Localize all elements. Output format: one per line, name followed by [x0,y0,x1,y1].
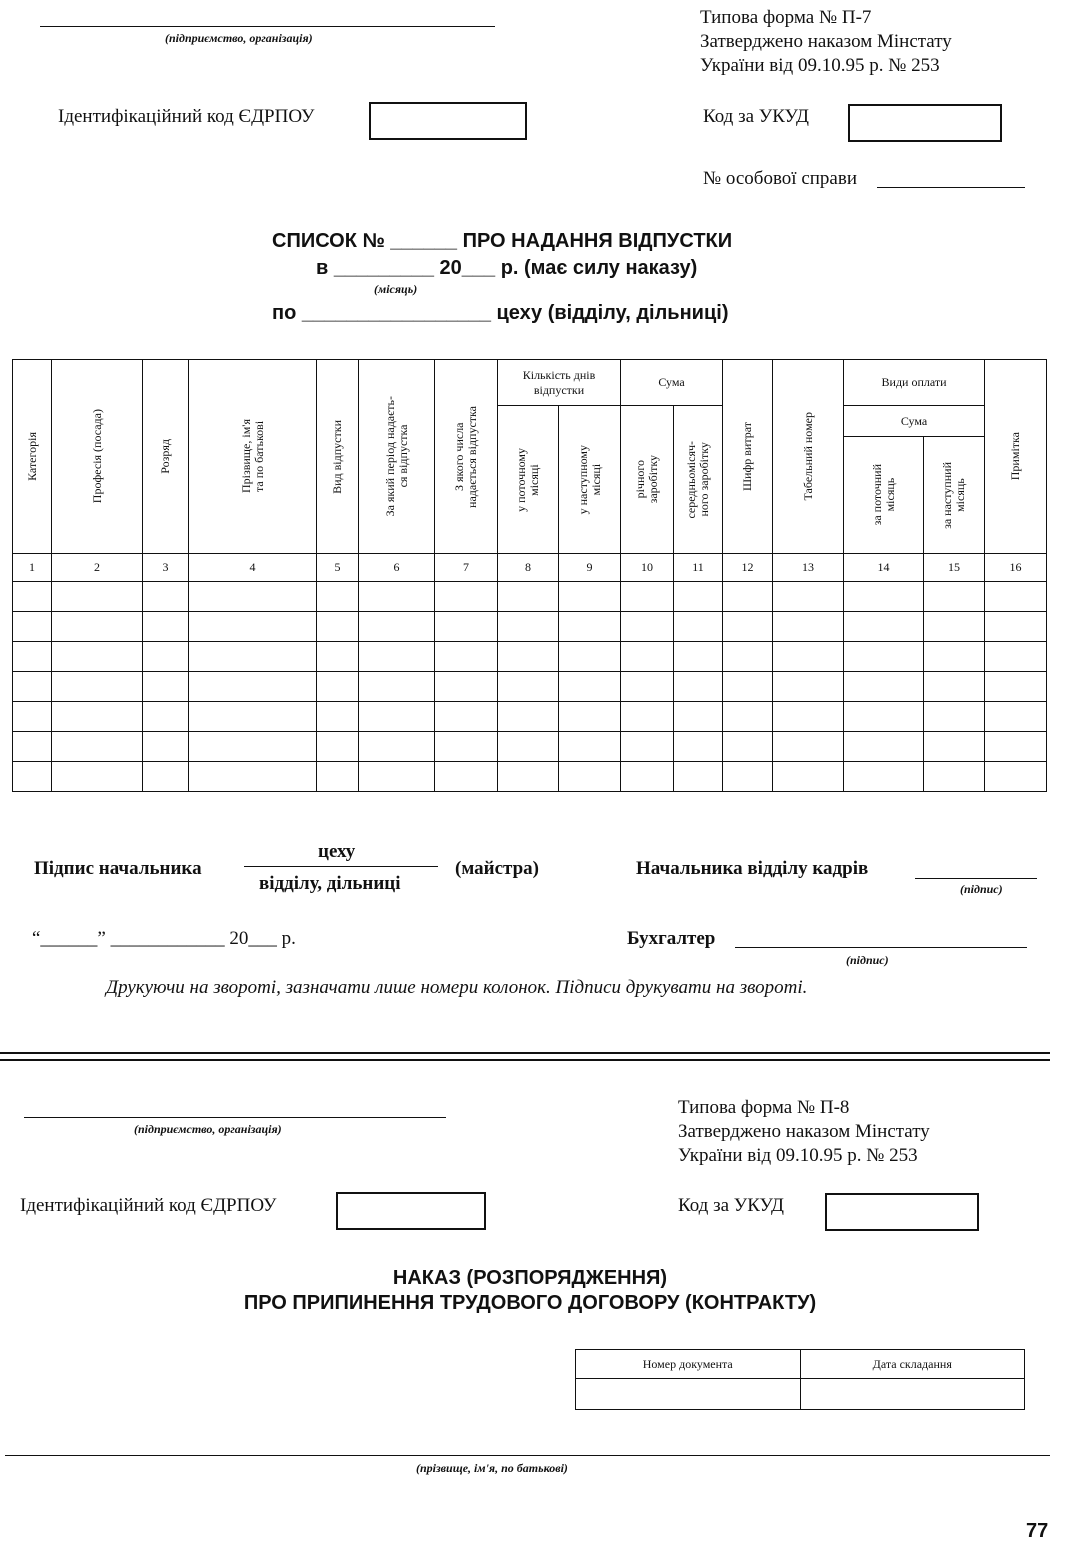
table-cell[interactable] [723,732,773,762]
table-cell[interactable] [773,612,844,642]
edrpou-field[interactable] [369,102,527,140]
date-line[interactable]: “______” ____________ 20___ р. [32,928,296,949]
table-row [13,642,1047,672]
table-cell[interactable] [359,612,435,642]
table-cell[interactable] [189,762,317,792]
header-pay-group: Види оплати [844,360,985,406]
separator-bottom [0,1059,1050,1061]
table-cell[interactable] [189,642,317,672]
table-cell[interactable] [924,702,985,732]
table-cell[interactable] [559,672,621,702]
col-num: 10 [621,554,674,582]
table-cell[interactable] [359,582,435,612]
form-type-block [700,6,952,78]
month-caption: (місяць) [374,282,418,296]
dept-label: відділу, дільниці [259,873,401,894]
table-cell[interactable] [189,672,317,702]
case-number-field[interactable] [877,187,1025,188]
table-cell[interactable] [143,582,189,612]
table-cell[interactable] [359,732,435,762]
table-cell[interactable] [924,612,985,642]
table-cell[interactable] [621,702,674,732]
doc-number-header: Номер документа [576,1350,801,1379]
table-row [13,672,1047,702]
head-signature-label: Підпис начальника [34,858,202,879]
separator-top [0,1052,1050,1054]
header-days-current: у поточному місяці [498,406,559,554]
header-period: За який період надаєть- ся відпустка [359,360,435,554]
org-caption-2: (підприємство, організація) [134,1122,282,1136]
table-cell[interactable] [317,582,359,612]
hr-signature-caption: (підпис) [960,882,1003,896]
table-cell[interactable] [435,762,498,792]
header-cost-code: Шифр витрат [723,360,773,554]
list-title: СПИСОК № ______ ПРО НАДАННЯ ВІДПУСТКИ [272,230,733,252]
col-num: 7 [435,554,498,582]
table-cell[interactable] [559,732,621,762]
edrpou-field-2[interactable] [336,1192,486,1230]
col-num: 11 [674,554,723,582]
col-num: 8 [498,554,559,582]
table-cell[interactable] [13,702,52,732]
table-cell[interactable] [317,642,359,672]
table-cell[interactable] [674,762,723,792]
header-full-name: Прізвище, ім'я та по батькові [189,360,317,554]
header-note: Примітка [985,360,1047,554]
header-days-next: у наступному місяці [559,406,621,554]
col-num: 15 [924,554,985,582]
hr-head-label: Начальника відділу кадрів [636,858,869,879]
table-row [13,612,1047,642]
table-cell[interactable] [674,582,723,612]
table-cell[interactable] [844,732,924,762]
master-label: (майстра) [455,858,539,879]
table-cell[interactable] [359,762,435,792]
col-num: 6 [359,554,435,582]
table-cell[interactable] [773,762,844,792]
col-num: 1 [13,554,52,582]
table-cell[interactable] [435,612,498,642]
table-cell[interactable] [435,642,498,672]
table-cell[interactable] [52,762,143,792]
header-sum-annual: річного заробітку [621,406,674,554]
approval-line: Затверджено наказом Мінстату [700,31,952,52]
doc-number-cell[interactable] [576,1379,801,1410]
table-cell[interactable] [498,612,559,642]
table-cell[interactable] [621,672,674,702]
col-num: 16 [985,554,1047,582]
table-cell[interactable] [52,672,143,702]
table-cell[interactable] [13,612,52,642]
table-cell[interactable] [621,762,674,792]
table-cell[interactable] [13,582,52,612]
table-cell[interactable] [13,642,52,672]
order-title: НАКАЗ (РОЗПОРЯДЖЕННЯ) [392,1267,668,1289]
org-caption: (підприємство, організація) [165,31,313,45]
table-cell[interactable] [674,612,723,642]
table-cell[interactable] [498,672,559,702]
table-cell[interactable] [559,582,621,612]
table-cell[interactable] [359,642,435,672]
approval-date-line-2: України від 09.10.95 р. № 253 [678,1145,918,1166]
table-cell[interactable] [985,672,1047,702]
table-cell[interactable] [559,642,621,672]
table-cell[interactable] [723,642,773,672]
table-cell[interactable] [621,582,674,612]
table-cell[interactable] [723,702,773,732]
form-type-block-2 [678,1096,930,1168]
table-cell[interactable] [985,732,1047,762]
table-cell[interactable] [359,672,435,702]
table-cell[interactable] [773,732,844,762]
table-cell[interactable] [435,702,498,732]
table-cell[interactable] [844,702,924,732]
header-start-date: З якого числа надається відпустка [435,360,498,554]
table-cell[interactable] [189,612,317,642]
list-period: в _________ 20___ р. (має силу наказу) [316,257,698,279]
table-cell[interactable] [52,732,143,762]
employee-name-caption: (прізвище, ім'я, по батькові) [416,1461,568,1475]
table-cell[interactable] [924,672,985,702]
col-num: 5 [317,554,359,582]
table-cell[interactable] [621,612,674,642]
table-cell[interactable] [317,612,359,642]
table-cell[interactable] [13,732,52,762]
table-cell[interactable] [674,702,723,732]
table-cell[interactable] [985,702,1047,732]
table-cell[interactable] [844,582,924,612]
table-cell[interactable] [143,732,189,762]
print-note: Друкуючи на звороті, зазначати лише номери колонок. Підписи друкувати на звороті. [106,977,808,998]
header-days-group: Кількість днів відпустки [498,360,621,406]
header-tab-number: Табельний номер [773,360,844,554]
table-cell[interactable] [317,732,359,762]
table-cell[interactable] [773,642,844,672]
table-cell[interactable] [498,762,559,792]
header-category: Категорія [13,360,52,554]
table-cell[interactable] [143,702,189,732]
table-cell[interactable] [435,672,498,702]
col-num: 9 [559,554,621,582]
table-cell[interactable] [924,762,985,792]
table-cell[interactable] [559,612,621,642]
leave-list-table [12,359,1047,792]
table-cell[interactable] [924,732,985,762]
col-num: 12 [723,554,773,582]
col-num: 4 [189,554,317,582]
approval-line-2: Затверджено наказом Мінстату [678,1121,930,1142]
table-cell[interactable] [773,702,844,732]
header-sum-group: Сума [621,360,723,406]
table-row [13,582,1047,612]
list-shop: по _________________ цеху (відділу, дільниці) [272,302,729,324]
column-numbers-row [13,554,1047,582]
table-cell[interactable] [924,582,985,612]
hr-signature-line[interactable] [915,878,1037,879]
table-cell[interactable] [985,642,1047,672]
table-cell[interactable] [143,612,189,642]
doc-date-cell[interactable] [800,1379,1025,1410]
table-cell[interactable] [189,732,317,762]
table-cell[interactable] [723,672,773,702]
approval-date-line: України від 09.10.95 р. № 253 [700,55,940,76]
table-cell[interactable] [317,702,359,732]
table-cell[interactable] [435,582,498,612]
table-cell[interactable] [189,582,317,612]
col-num: 13 [773,554,844,582]
table-cell[interactable] [723,612,773,642]
accountant-label: Бухгалтер [627,928,716,949]
table-cell[interactable] [844,612,924,642]
table-cell[interactable] [435,732,498,762]
table-cell[interactable] [844,672,924,702]
table-cell[interactable] [317,672,359,702]
table-cell[interactable] [143,672,189,702]
header-leave-type: Вид відпустки [317,360,359,554]
table-cell[interactable] [559,762,621,792]
table-cell[interactable] [52,612,143,642]
form-type-line-2: Типова форма № П-8 [678,1097,850,1118]
edrpou-label: Ідентифікаційний код ЄДРПОУ [58,106,315,127]
accountant-signature-caption: (підпис) [846,953,889,967]
edrpou-label-2: Ідентифікаційний код ЄДРПОУ [20,1195,277,1216]
case-number-label: № особової справи [703,168,857,189]
head-signature-line[interactable] [244,866,438,867]
header-pay-next: за наступний місяць [924,437,985,554]
org-line-2 [24,1117,446,1118]
document-info-table [575,1349,1025,1410]
table-row [13,762,1047,792]
header-sum-monthly: середньомісяч- ного заробітку [674,406,723,554]
table-cell[interactable] [773,582,844,612]
ukud-field[interactable] [848,104,1002,142]
table-cell[interactable] [143,762,189,792]
table-cell[interactable] [773,672,844,702]
table-row [13,702,1047,732]
table-cell[interactable] [52,642,143,672]
table-cell[interactable] [924,642,985,672]
header-grade: Розряд [143,360,189,554]
header-pay-sum: Сума [844,406,985,437]
ukud-label: Код за УКУД [703,106,810,127]
table-cell[interactable] [985,762,1047,792]
table-cell[interactable] [189,702,317,732]
table-cell[interactable] [985,582,1047,612]
page-number: 77 [1026,1520,1049,1542]
table-cell[interactable] [674,732,723,762]
table-cell[interactable] [13,762,52,792]
table-row [13,732,1047,762]
table-cell[interactable] [985,612,1047,642]
col-num: 2 [52,554,143,582]
table-cell[interactable] [621,732,674,762]
table-cell[interactable] [498,732,559,762]
table-cell[interactable] [359,702,435,732]
table-cell[interactable] [317,762,359,792]
table-cell[interactable] [844,762,924,792]
table-cell[interactable] [674,672,723,702]
table-cell[interactable] [498,702,559,732]
header-pay-current: за поточний місяць [844,437,924,554]
table-cell[interactable] [674,642,723,672]
table-cell[interactable] [13,672,52,702]
table-cell[interactable] [844,642,924,672]
ukud-label-2: Код за УКУД [678,1195,785,1216]
table-cell[interactable] [52,702,143,732]
table-cell[interactable] [498,582,559,612]
table-cell[interactable] [723,762,773,792]
col-num: 3 [143,554,189,582]
doc-date-header: Дата складання [800,1350,1025,1379]
ukud-field-2[interactable] [825,1193,979,1231]
accountant-signature-line[interactable] [735,947,1027,948]
table-cell[interactable] [723,582,773,612]
table-cell[interactable] [143,642,189,672]
table-cell[interactable] [52,582,143,612]
org-line [40,26,495,27]
col-num: 14 [844,554,924,582]
table-cell[interactable] [498,642,559,672]
employee-name-line[interactable] [5,1455,1050,1456]
shop-label: цеху [318,841,356,862]
table-cell[interactable] [559,702,621,732]
header-profession: Професія (посада) [52,360,143,554]
table-cell[interactable] [621,642,674,672]
form-type-line: Типова форма № П-7 [700,7,872,28]
order-subtitle: ПРО ПРИПИНЕННЯ ТРУДОВОГО ДОГОВОРУ (КОНТРАКТУ) [243,1292,817,1314]
